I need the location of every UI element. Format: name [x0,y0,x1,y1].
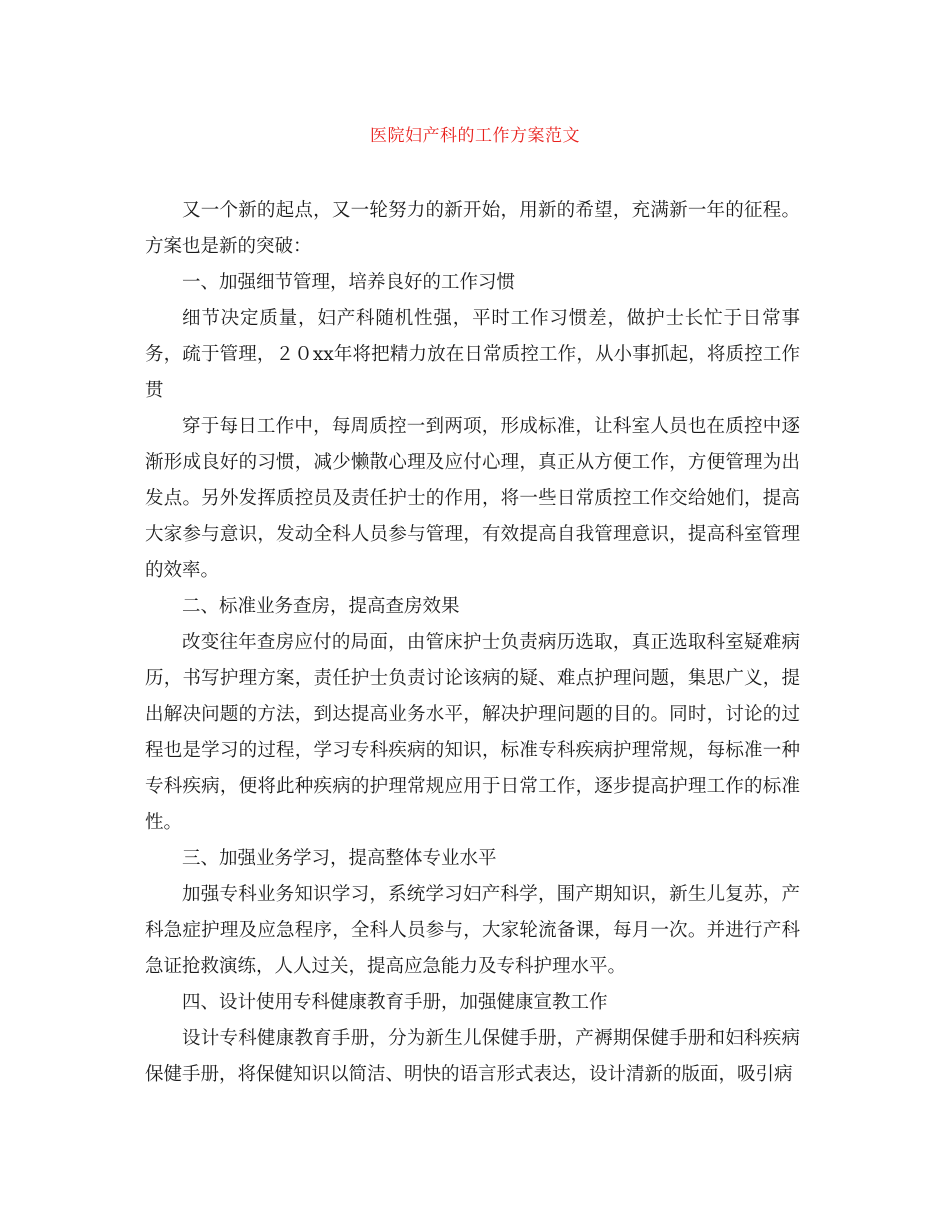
section-heading-4: 四、设计使用专科健康教育手册，加强健康宣教工作 [182,992,608,1013]
section-2-paragraph: 改变往年查房应付的局面，由管床护士负责病历选取，真正选取科室疑难病历，书写护理方案，责任护士负责讨论该病的疑、难点护理问题，集思广义，提出解决问题的方法，到达提高业务水平，解决护理问题的目的。同时，讨论的过程也是学习的过程，学习专科疾病的知识，标准专科疾病护理常规，每标准一种专科疾病，便将此种疾病的护理常规应用于日常工作，逐步提高护理工作的标准性。 [145,632,800,833]
section-heading-3: 三、加强业务学习，提高整体专业水平 [182,848,497,869]
document-body [145,193,800,1093]
section-heading-1: 一、加强细节管理，培养良好的工作习惯 [182,272,516,293]
intro-paragraph: 又一个新的起点，又一轮努力的新开始，用新的希望，充满新一年的征程。方案也是新的突破： [145,200,800,257]
section-1-paragraph-2: 穿于每日工作中，每周质控一到两项，形成标准，让科室人员也在质控中逐渐形成良好的习惯，减少懒散心理及应付心理，真正从方便工作，方便管理为出发点。另外发挥质控员及责任护士的作用，将一些日常质控工作交给她们，提高大家参与意识，发动全科人员参与管理，有效提高自我管理意识，提高科室管理的效率。 [145,416,800,581]
document-title: 医院妇产科的工作方案范文 [370,126,580,146]
section-3-paragraph: 加强专科业务知识学习，系统学习妇产科学，围产期知识，新生儿复苏，产科急症护理及应急程序，全科人员参与，大家轮流备课，每月一次。并进行产科急证抢救演练，人人过关，提高应急能力及专科护理水平。 [145,884,800,977]
section-heading-2: 二、标准业务查房，提高查房效果 [182,596,460,617]
section-1-paragraph-1: 细节决定质量，妇产科随机性强，平时工作习惯差，做护士长忙于日常事务，疏于管理，２０xx年将把精力放在日常质控工作，从小事抓起，将质控工作贯 [145,308,800,401]
section-4-paragraph: 设计专科健康教育手册，分为新生儿保健手册，产褥期保健手册和妇科疾病保健手册，将保健知识以简洁、明快的语言形式表达，设计清新的版面，吸引病 [145,1028,800,1085]
